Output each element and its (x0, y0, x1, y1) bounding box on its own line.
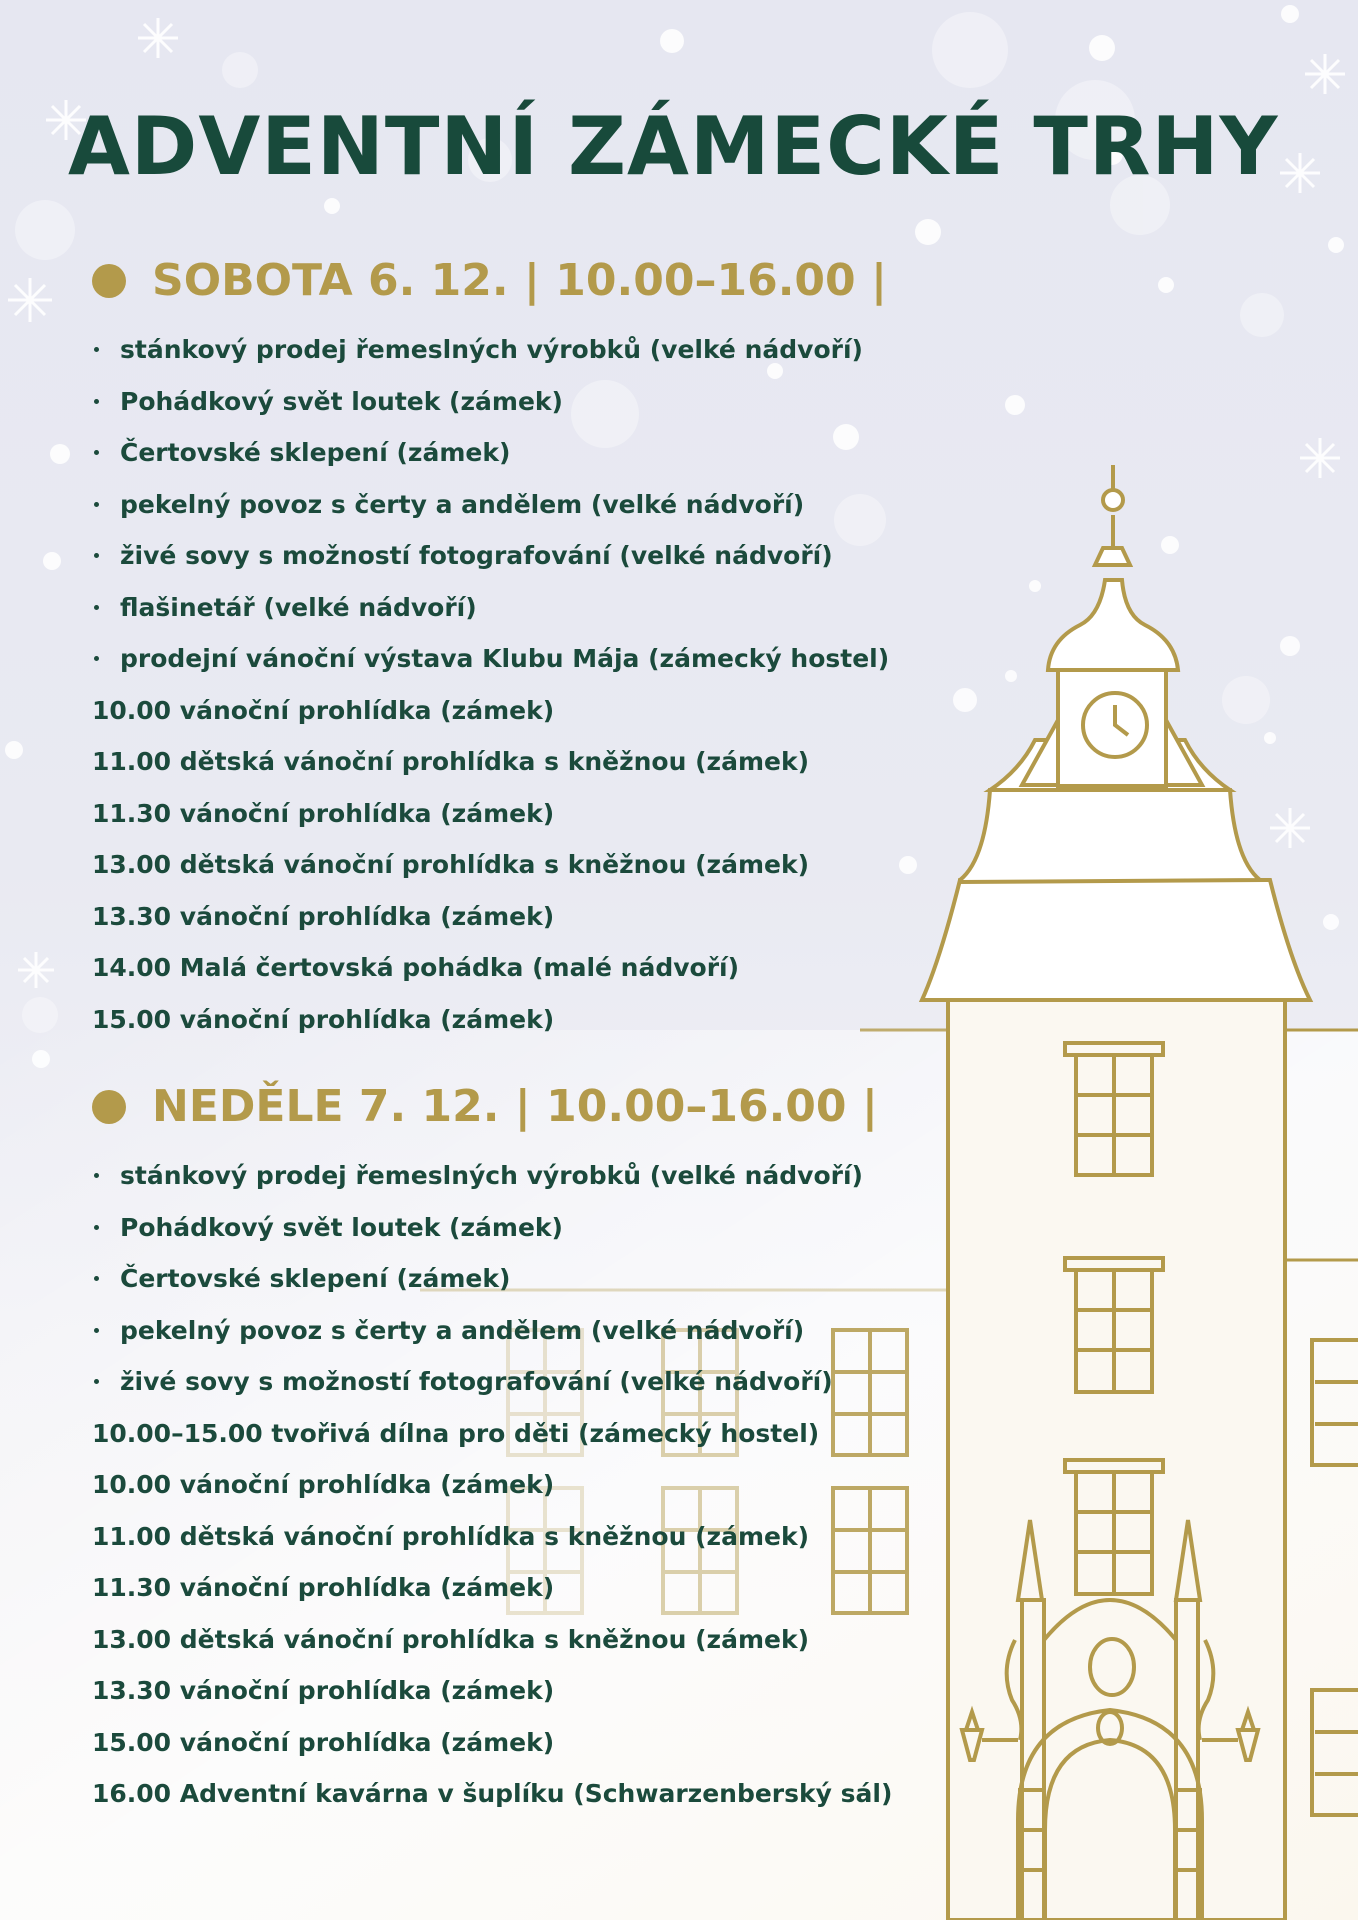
program-item: Pohádkový svět loutek (zámek) (92, 1202, 892, 1254)
program-item: Čertovské sklepení (zámek) (92, 1253, 892, 1305)
program-item: 11.30 vánoční prohlídka (zámek) (92, 798, 555, 828)
program-item: 10.00 vánoční prohlídka (zámek) (92, 695, 555, 725)
program-item: 14.00 Malá čertovská pohádka (malé nádvoří) (92, 953, 740, 982)
program-item: pekelný povoz s čerty a andělem (velké nádvoří) (92, 479, 889, 531)
program-item: 10.00 vánoční prohlídka (zámek) (92, 1470, 555, 1499)
program-item: 16.00 Adventní kavárna v šuplíku (Schwarzenberský sál) (92, 1779, 893, 1808)
program-item: živé sovy s možností fotografování (velké nádvoří) (92, 530, 889, 582)
gold-bullet-icon (92, 264, 126, 298)
sunday-program-list (92, 1150, 892, 1820)
page-title: ADVENTNÍ ZÁMECKÉ TRHY (68, 100, 1279, 193)
gold-bullet-icon (92, 1090, 126, 1124)
program-item: 13.00 dětská vánoční prohlídka s kněžnou (zámek) (92, 850, 810, 879)
program-item: 11.30 vánoční prohlídka (zámek) (92, 1573, 555, 1602)
program-item: živé sovy s možností fotografování (velké nádvoří) (92, 1356, 892, 1408)
program-item: Pohádkový svět loutek (zámek) (92, 376, 889, 428)
program-item: 13.30 vánoční prohlídka (zámek) (92, 901, 555, 931)
program-item: stánkový prodej řemeslných výrobků (velké nádvoří) (92, 324, 889, 376)
program-item: flašinetář (velké nádvoří) (92, 582, 889, 634)
program-item: 11.00 dětská vánoční prohlídka s kněžnou (zámek) (92, 747, 810, 776)
saturday-program-list (92, 324, 889, 1045)
program-item: 13.00 dětská vánoční prohlídka s kněžnou (zámek) (92, 1624, 810, 1654)
program-item: pekelný povoz s čerty a andělem (velké nádvoří) (92, 1305, 892, 1357)
program-item: 10.00–15.00 tvořivá dílna pro děti (zámecký hostel) (92, 1418, 820, 1448)
program-item: 13.30 vánoční prohlídka (zámek) (92, 1676, 555, 1705)
sunday-heading (92, 1081, 878, 1132)
sunday-heading-text: NEDĚLE 7. 12. | 10.00–16.00 | (152, 1081, 878, 1132)
program-item: 11.00 dětská vánoční prohlídka s kněžnou (zámek) (92, 1521, 810, 1551)
program-item: 15.00 vánoční prohlídka (zámek) (92, 1004, 555, 1034)
program-item: Čertovské sklepení (zámek) (92, 427, 889, 479)
saturday-heading (92, 255, 887, 306)
program-item: prodejní vánoční výstava Klubu Mája (zámecký hostel) (92, 633, 889, 685)
saturday-heading-text: SOBOTA 6. 12. | 10.00–16.00 | (152, 255, 888, 306)
program-item: stánkový prodej řemeslných výrobků (velké nádvoří) (92, 1150, 892, 1202)
program-item: 15.00 vánoční prohlídka (zámek) (92, 1727, 555, 1757)
